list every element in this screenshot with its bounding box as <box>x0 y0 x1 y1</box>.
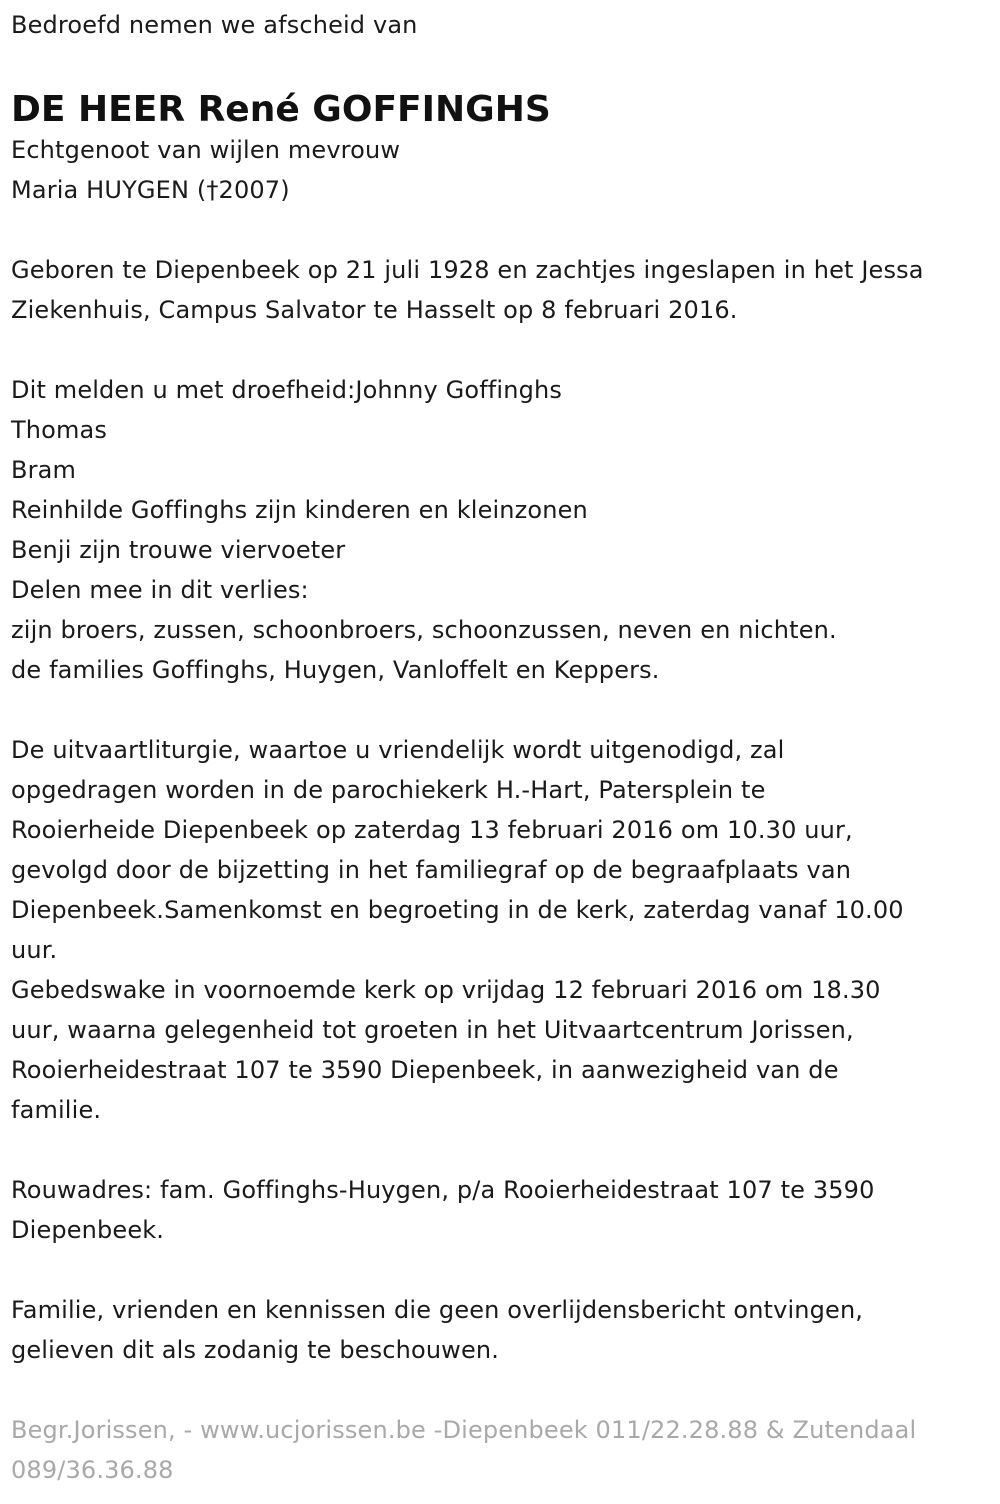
paragraph-line: Benji zijn trouwe viervoeter <box>11 536 346 564</box>
paragraph-line: De uitvaartliturgie, waartoe u vriendelijk wordt uitgenodigd, zal <box>11 736 785 764</box>
paragraph-line: zijn broers, zussen, schoonbroers, schoonzussen, neven en nichten. <box>11 616 837 644</box>
spacer <box>11 1130 991 1170</box>
intro-text: Bedroefd nemen we afscheid van <box>11 11 418 39</box>
spouse-line: Echtgenoot van wijlen mevrouw <box>11 136 401 164</box>
paragraph-line: Rooierheidestraat 107 te 3590 Diepenbeek, in aanwezigheid van de <box>11 1056 839 1084</box>
paragraph-line: Geboren te Diepenbeek op 21 juli 1928 en zachtjes ingeslapen in het Jessa <box>11 256 924 284</box>
spouse-name-line <box>11 170 991 210</box>
birth-death-paragraph <box>11 250 991 330</box>
paragraph-line: Reinhilde Goffinghs zijn kinderen en kleinzonen <box>11 496 588 524</box>
paragraph-line: Rooierheide Diepenbeek op zaterdag 13 februari 2016 om 10.30 uur, <box>11 816 853 844</box>
spacer <box>11 330 991 370</box>
paragraph-line: Familie, vrienden en kennissen die geen overlijdensbericht ontvingen, <box>11 1296 864 1324</box>
paragraph-line: Bram <box>11 456 77 484</box>
address-paragraph <box>11 1170 991 1250</box>
paragraph-line: uur. <box>11 936 58 964</box>
footer-line: 089/36.36.88 <box>11 1456 174 1484</box>
spacer <box>11 210 991 250</box>
paragraph-line: Diepenbeek. <box>11 1216 165 1244</box>
paragraph-line: Ziekenhuis, Campus Salvator te Hasselt op 8 februari 2016. <box>11 296 738 324</box>
paragraph-line: Dit melden u met droefheid:Johnny Goffinghs <box>11 376 562 404</box>
announcers-paragraph <box>11 370 991 690</box>
paragraph-line: uur, waarna gelegenheid tot groeten in het Uitvaartcentrum Jorissen, <box>11 1016 854 1044</box>
cross-icon: † <box>206 176 219 204</box>
spouse-name: Maria HUYGEN ( <box>11 176 207 204</box>
spacer <box>11 1250 991 1290</box>
paragraph-line: de families Goffinghs, Huygen, Vanloffelt en Keppers. <box>11 656 660 684</box>
footer-line: Begr.Jorissen, - www.ucjorissen.be -Diepenbeek 011/22.28.88 & Zutendaal <box>11 1416 917 1444</box>
paragraph-line: Gebedswake in voornoemde kerk op vrijdag 12 februari 2016 om 18.30 <box>11 976 881 1004</box>
paragraph-line: Thomas <box>11 416 108 444</box>
paragraph-line: opgedragen worden in de parochiekerk H.-Hart, Patersplein te <box>11 776 766 804</box>
spouse-death-year: 2007) <box>218 176 290 204</box>
spouse-section <box>11 130 991 210</box>
paragraph-line: Diepenbeek.Samenkomst en begroeting in de kerk, zaterdag vanaf 10.00 <box>11 896 904 924</box>
spacer <box>11 690 991 730</box>
notice-paragraph <box>11 1290 991 1370</box>
paragraph-line: gevolgd door de bijzetting in het familiegraf op de begraafplaats van <box>11 856 852 884</box>
obituary-document <box>11 0 991 1490</box>
deceased-name-heading: DE HEER René GOFFINGHS <box>11 89 551 130</box>
spacer <box>11 1370 991 1410</box>
funeral-home-footer <box>11 1410 991 1490</box>
paragraph-line: gelieven dit als zodanig te beschouwen. <box>11 1336 500 1364</box>
paragraph-line: familie. <box>11 1096 102 1124</box>
paragraph-line: Delen mee in dit verlies: <box>11 576 309 604</box>
ceremony-paragraph <box>11 730 991 1130</box>
paragraph-line: Rouwadres: fam. Goffinghs-Huygen, p/a Rooierheidestraat 107 te 3590 <box>11 1176 875 1204</box>
